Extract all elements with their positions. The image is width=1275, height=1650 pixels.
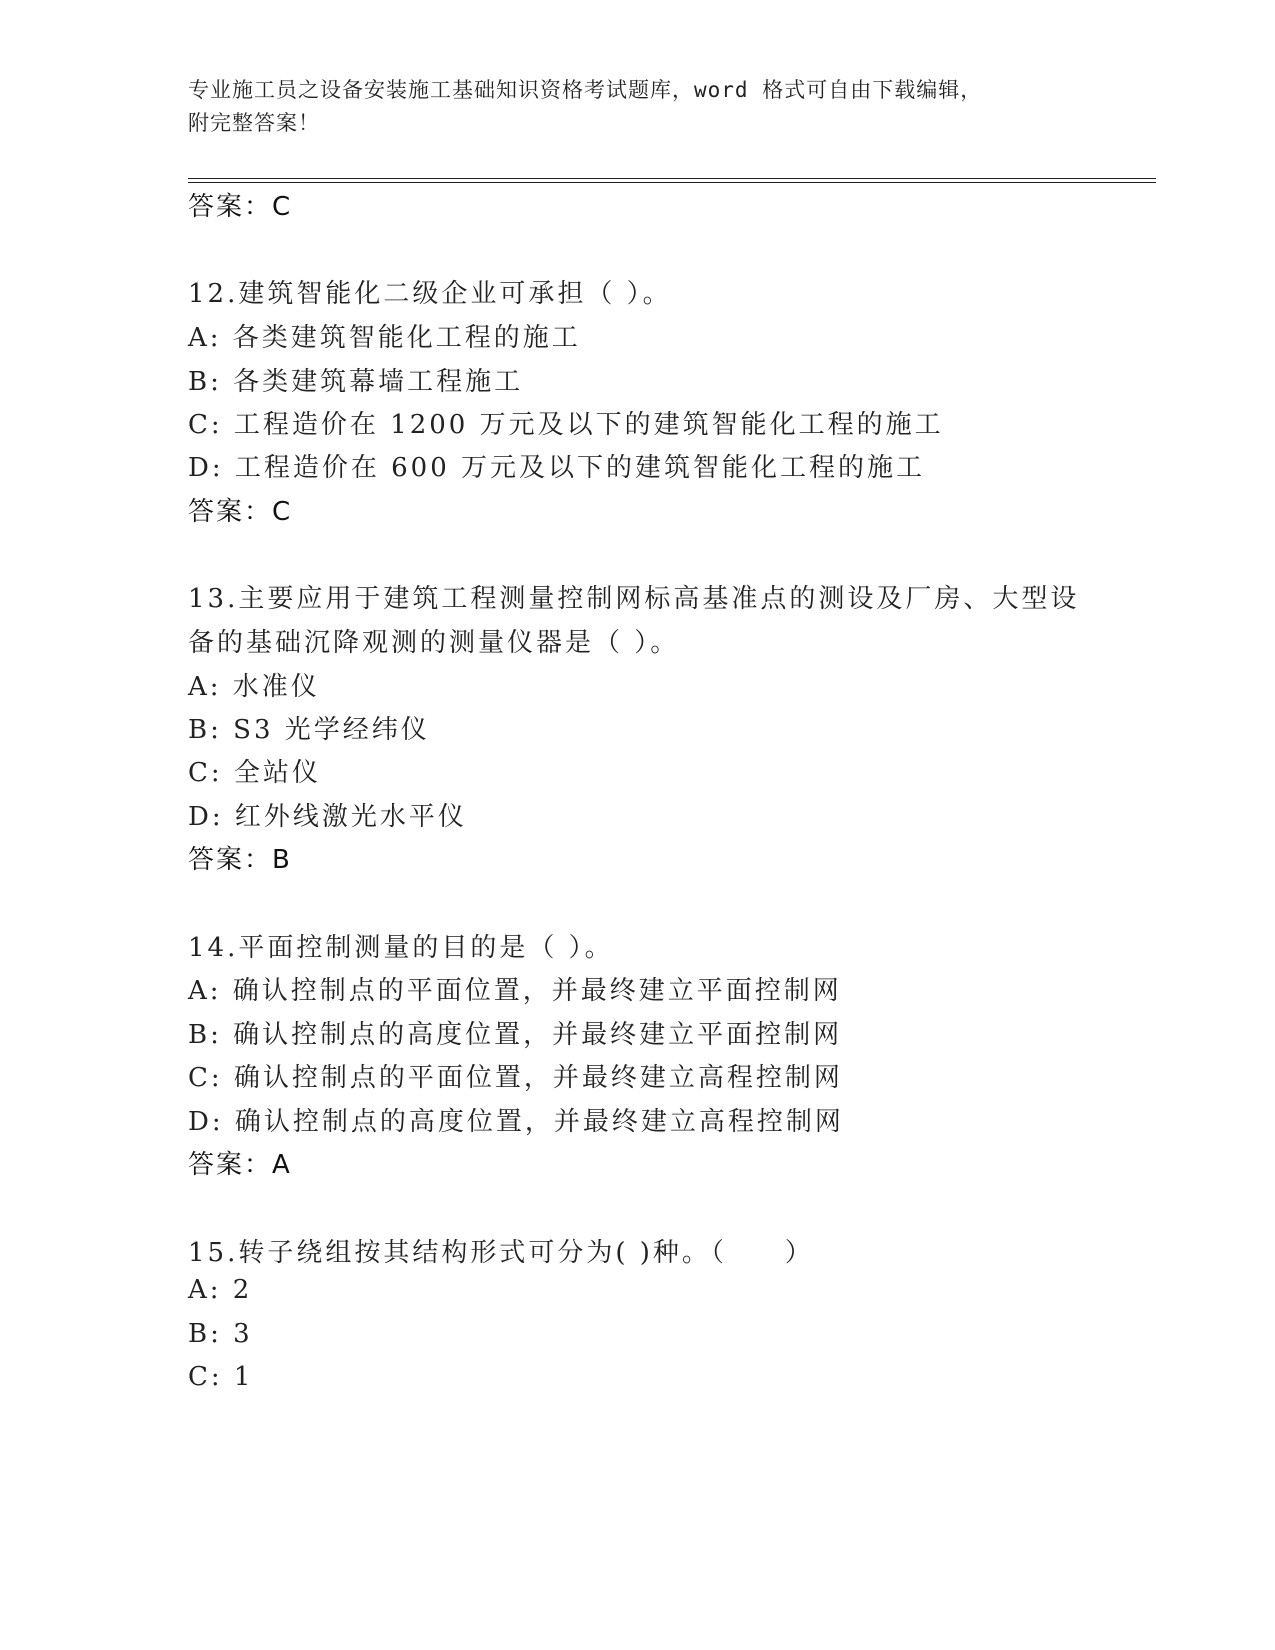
question-15-text: 15.转子绕组按其结构形式可分为( )种。（ ） [188,1238,814,1268]
question-13-text-line-2: 备的基础沉降观测的测量仪器是（ ）。 [188,628,680,658]
question-13-option-c: C: 全站仪 [188,758,321,788]
question-14-answer: 答案：A [188,1150,292,1180]
answer-label: 答案：C [188,192,293,222]
question-12-option-c: C: 工程造价在 1200 万元及以下的建筑智能化工程的施工 [188,410,944,440]
header-divider-top [188,178,1156,179]
question-14-option-d: D: 确认控制点的高度位置，并最终建立高程控制网 [188,1107,844,1137]
question-13-text-line-1: 13.主要应用于建筑工程测量控制网标高基准点的测设及厂房、大型设 [188,584,1080,614]
question-12-text: 12.建筑智能化二级企业可承担（ ）。 [188,279,672,309]
question-14-option-c: C: 确认控制点的平面位置，并最终建立高程控制网 [188,1063,843,1093]
question-14-option-a: A: 确认控制点的平面位置，并最终建立平面控制网 [188,976,842,1006]
question-12-option-d: D: 工程造价在 600 万元及以下的建筑智能化工程的施工 [188,453,926,483]
question-13-option-a: A: 水准仪 [188,672,320,702]
question-15-option-a: A: 2 [188,1275,253,1305]
question-13-answer: 答案：B [188,845,292,875]
header-divider-bottom [188,182,1156,183]
question-12-option-b: B: 各类建筑幕墙工程施工 [188,367,524,397]
question-12-option-a: A: 各类建筑智能化工程的施工 [188,323,581,353]
question-15-option-c: C: 1 [188,1362,254,1392]
question-15-option-b: B: 3 [188,1319,253,1349]
question-14-option-b: B: 确认控制点的高度位置，并最终建立平面控制网 [188,1020,843,1050]
question-13-option-b: B: S3 光学经纬仪 [188,715,430,745]
question-14-text: 14.平面控制测量的目的是（ ）。 [188,933,614,963]
header-line-2: 附完整答案！ [188,111,320,135]
question-13-option-d: D: 红外线激光水平仪 [188,802,467,832]
header-line-1: 专业施工员之设备安装施工基础知识资格考试题库，word 格式可自由下载编辑， [188,78,983,102]
question-12-answer: 答案：C [188,497,293,527]
document-header [188,74,1088,140]
